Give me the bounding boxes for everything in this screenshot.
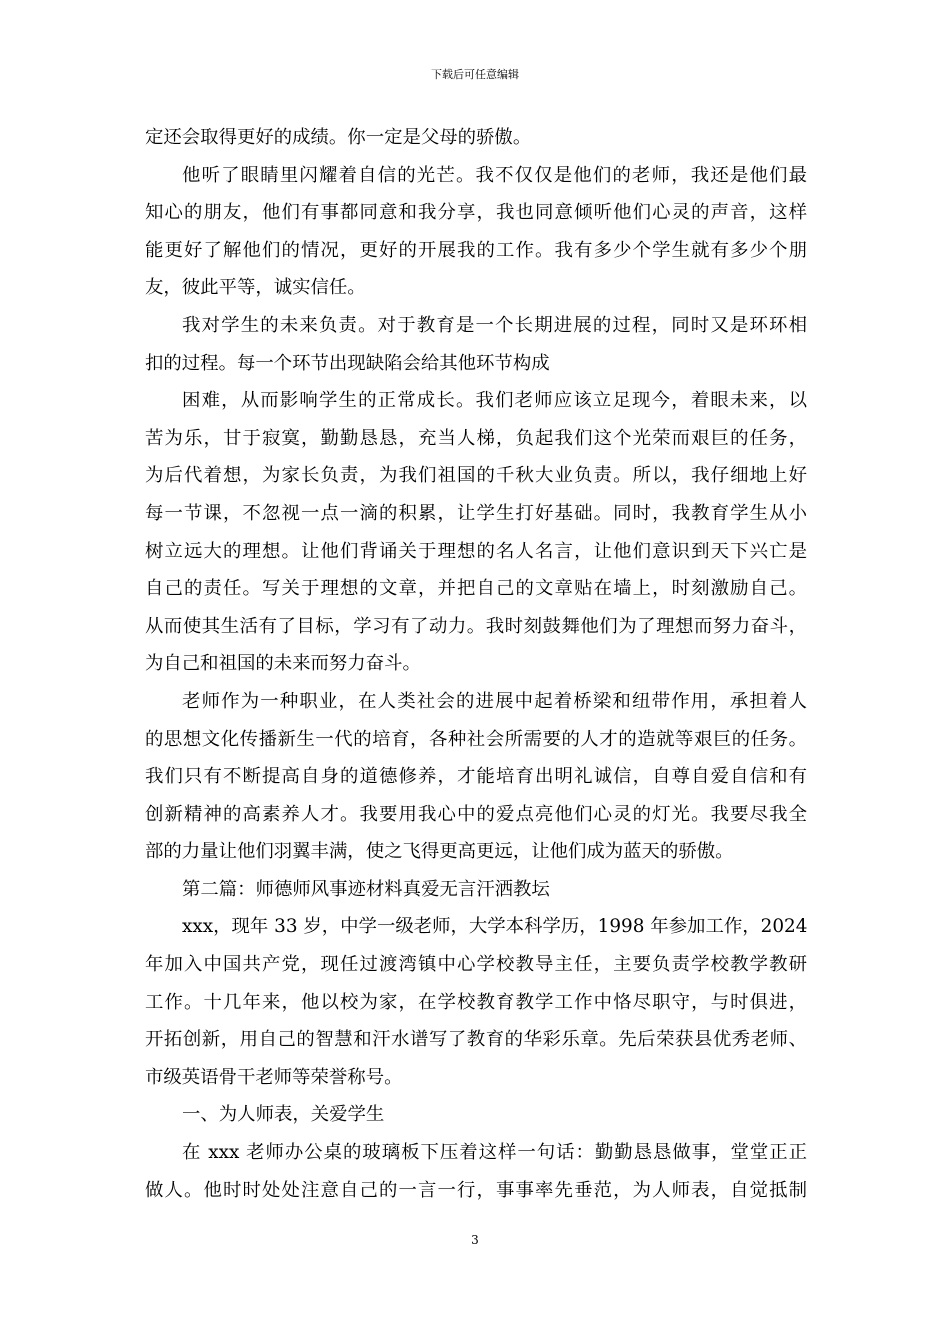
text-line: 为后代着想，为家长负责，为我们祖国的千秋大业负责。所以，我仔细地上好 xyxy=(145,465,807,487)
text-line: 他听了眼睛里闪耀着自信的光芒。我不仅仅是他们的老师，我还是他们最 xyxy=(182,164,807,186)
text-line: 自己的责任。写关于理想的文章，并把自己的文章贴在墙上，时刻激励自己。 xyxy=(145,578,807,600)
text-line: 创新精神的高素养人才。我要用我心中的爱点亮他们心灵的灯光。我要尽我全 xyxy=(145,803,807,825)
text-line: 的思想文化传播新生一代的培育，各种社会所需要的人才的造就等艰巨的任务。 xyxy=(145,728,807,750)
text-line: 友，彼此平等，诚实信任。 xyxy=(145,277,366,299)
text-line: 从而使其生活有了目标，学习有了动力。我时刻鼓舞他们为了理想而努力奋斗， xyxy=(145,615,807,637)
document-body xyxy=(145,124,807,1214)
text-line: 年加入中国共产党，现任过渡湾镇中心学校教导主任，主要负责学校教学教研 xyxy=(145,954,807,976)
text-line: 树立远大的理想。让他们背诵关于理想的名人名言，让他们意识到天下兴亡是 xyxy=(145,540,807,562)
text-line: 做人。他时时处处注意自己的一言一行，事事率先垂范，为人师表，自觉抵制 xyxy=(145,1179,807,1201)
text-line: 知心的朋友，他们有事都同意和我分享，我也同意倾听他们心灵的声音，这样 xyxy=(145,202,807,224)
text-line: 开拓创新，用自己的智慧和汗水谱写了教育的华彩乐章。先后荣获县优秀老师、 xyxy=(145,1029,807,1051)
text-line: 老师作为一种职业，在人类社会的进展中起着桥梁和纽带作用，承担着人 xyxy=(182,690,807,712)
text-line: 在 xxx 老师办公桌的玻璃板下压着这样一句话：勤勤恳恳做事，堂堂正正 xyxy=(182,1142,807,1164)
text-line: xxx，现年 33 岁，中学一级老师，大学本科学历，1998 年参加工作，2024 xyxy=(182,916,808,938)
text-line: 工作。十几年来，他以校为家，在学校教育教学工作中恪尽职守，与时俱进， xyxy=(145,991,807,1013)
text-line: 我们只有不断提高自身的道德修养，才能培育出明礼诚信，自尊自爱自信和有 xyxy=(145,766,807,788)
page-header: 下载后可任意编辑 xyxy=(431,68,519,81)
text-line: 能更好了解他们的情况，更好的开展我的工作。我有多少个学生就有多少个朋 xyxy=(145,239,807,261)
text-line: 第二篇：师德师风事迹材料真爱无言汗洒教坛 xyxy=(182,878,550,900)
text-line: 苦为乐，甘于寂寞，勤勤恳恳，充当人梯，负起我们这个光荣而艰巨的任务， xyxy=(145,427,807,449)
text-line: 部的力量让他们羽翼丰满，使之飞得更高更远，让他们成为蓝天的骄傲。 xyxy=(145,841,734,863)
text-line: 市级英语骨干老师等荣誉称号。 xyxy=(145,1066,403,1088)
text-line: 我对学生的未来负责。对于教育是一个长期进展的过程，同时又是环环相 xyxy=(182,314,807,336)
text-line: 扣的过程。每一个环节出现缺陷会给其他环节构成 xyxy=(145,352,550,374)
text-line: 定还会取得更好的成绩。你一定是父母的骄傲。 xyxy=(145,127,532,148)
page-number: 3 xyxy=(471,1233,479,1247)
text-line: 困难，从而影响学生的正常成长。我们老师应该立足现今，着眼未来，以 xyxy=(182,390,807,412)
text-line: 为自己和祖国的未来而努力奋斗。 xyxy=(145,653,421,675)
text-line: 每一节课，不忽视一点一滴的积累，让学生打好基础。同时，我教育学生从小 xyxy=(145,502,807,524)
text-line: 一、为人师表，关爱学生 xyxy=(182,1104,385,1126)
